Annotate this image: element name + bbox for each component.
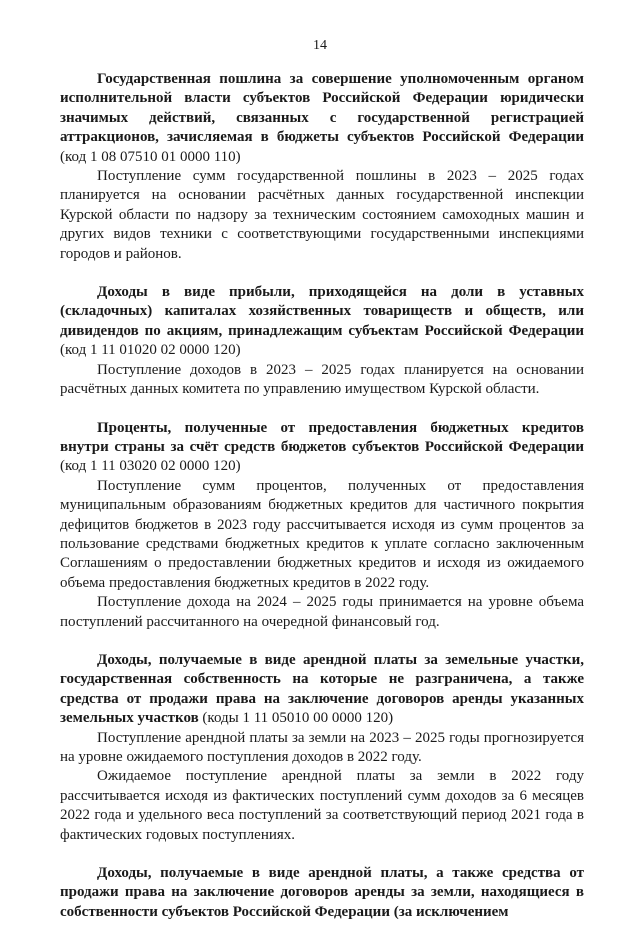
section-title: Проценты, полученные от предоставления бюджетных кредитов внутри страны за счёт средств бюджетов субъектов Российской Федерации — [60, 419, 584, 455]
section-title: Доходы, получаемые в виде арендной платы за земельные участки, государственная собственность на которые не разграничена, а также средства от продажи права на заключение договоров аренды указанных земельных участков — [60, 651, 584, 727]
section-title: Доходы в виде прибыли, приходящейся на доли в уставных (складочных) капиталах хозяйственных товариществ и обществ, или дивидендов по акциям, принадлежащим субъектам Российской Федерации — [60, 284, 584, 339]
section-dividends — [60, 283, 584, 399]
section-heading — [60, 419, 584, 477]
section-land-rent-unallocated — [60, 651, 584, 845]
section-land-rent-regional — [60, 864, 584, 922]
paragraph: Поступление дохода на 2024 – 2025 годы принимается на уровне объема поступлений рассчитанного на очередной финансовый год. — [60, 594, 584, 630]
paragraph: Ожидаемое поступление арендной платы за земли в 2022 году рассчитывается исходя из фактических поступлений сумм доходов за 6 месяцев 2022 года и удельного веса поступлений за соответствующий период 2021 года в фактических годовых поступлениях. — [60, 768, 584, 843]
section-title: Доходы, получаемые в виде арендной платы, а также средства от продажи права на заключение договоров аренды за земли, находящиеся в собственности субъектов Российской Федерации (за исключением — [60, 865, 584, 920]
section-heading — [60, 864, 584, 922]
budget-code: (код 1 08 07510 01 0000 110) — [60, 148, 241, 165]
section-heading — [60, 70, 584, 167]
paragraph: Поступление доходов в 2023 – 2025 годах планируется на основании расчётных данных комитета по управлению имуществом Курской области. — [60, 361, 584, 398]
section-budget-credit-interest — [60, 419, 584, 632]
paragraph: Поступление сумм государственной пошлины в 2023 – 2025 годах планируется на основании расчётных данных государственной инспекции Курской области по надзору за техническим состоянием самоходных машин и других видов техники с соответствующими государственными инспекциями городов и районов. — [60, 168, 584, 262]
section-title: Государственная пошлина за совершение уполномоченным органом исполнительной власти субъектов Российской Федерации юридически значимых действий, связанных с государственной регистрацией аттракционов, зачисляемая в бюджеты субъектов Российской Федерации — [60, 71, 584, 146]
budget-code: (код 1 11 03020 02 0000 120) — [60, 458, 241, 475]
section-heading — [60, 283, 584, 361]
paragraph: Поступление арендной платы за земли на 2023 – 2025 годы прогнозируется на уровне ожидаемого поступления доходов в 2022 году. — [60, 729, 584, 765]
document-body — [60, 70, 584, 941]
section-state-fee-attractions — [60, 70, 584, 264]
budget-code: (коды 1 11 05010 00 0000 120) — [202, 710, 394, 727]
paragraph: Поступление сумм процентов, полученных от предоставления муниципальным образованиям бюджетных кредитов для частичного покрытия дефицитов бюджетов в 2023 году рассчитывается исходя из сумм процентов за пользование средствами бюджетных кредитов к уплате согласно заключенным Соглашениям о предоставлении бюджетных кредитов и исходя из ожидаемого объема предоставления бюджетных кредитов в 2022 году. — [60, 477, 584, 591]
page-number: 14 — [313, 38, 327, 53]
section-heading — [60, 651, 584, 729]
budget-code: (код 1 11 01020 02 0000 120) — [60, 342, 241, 359]
